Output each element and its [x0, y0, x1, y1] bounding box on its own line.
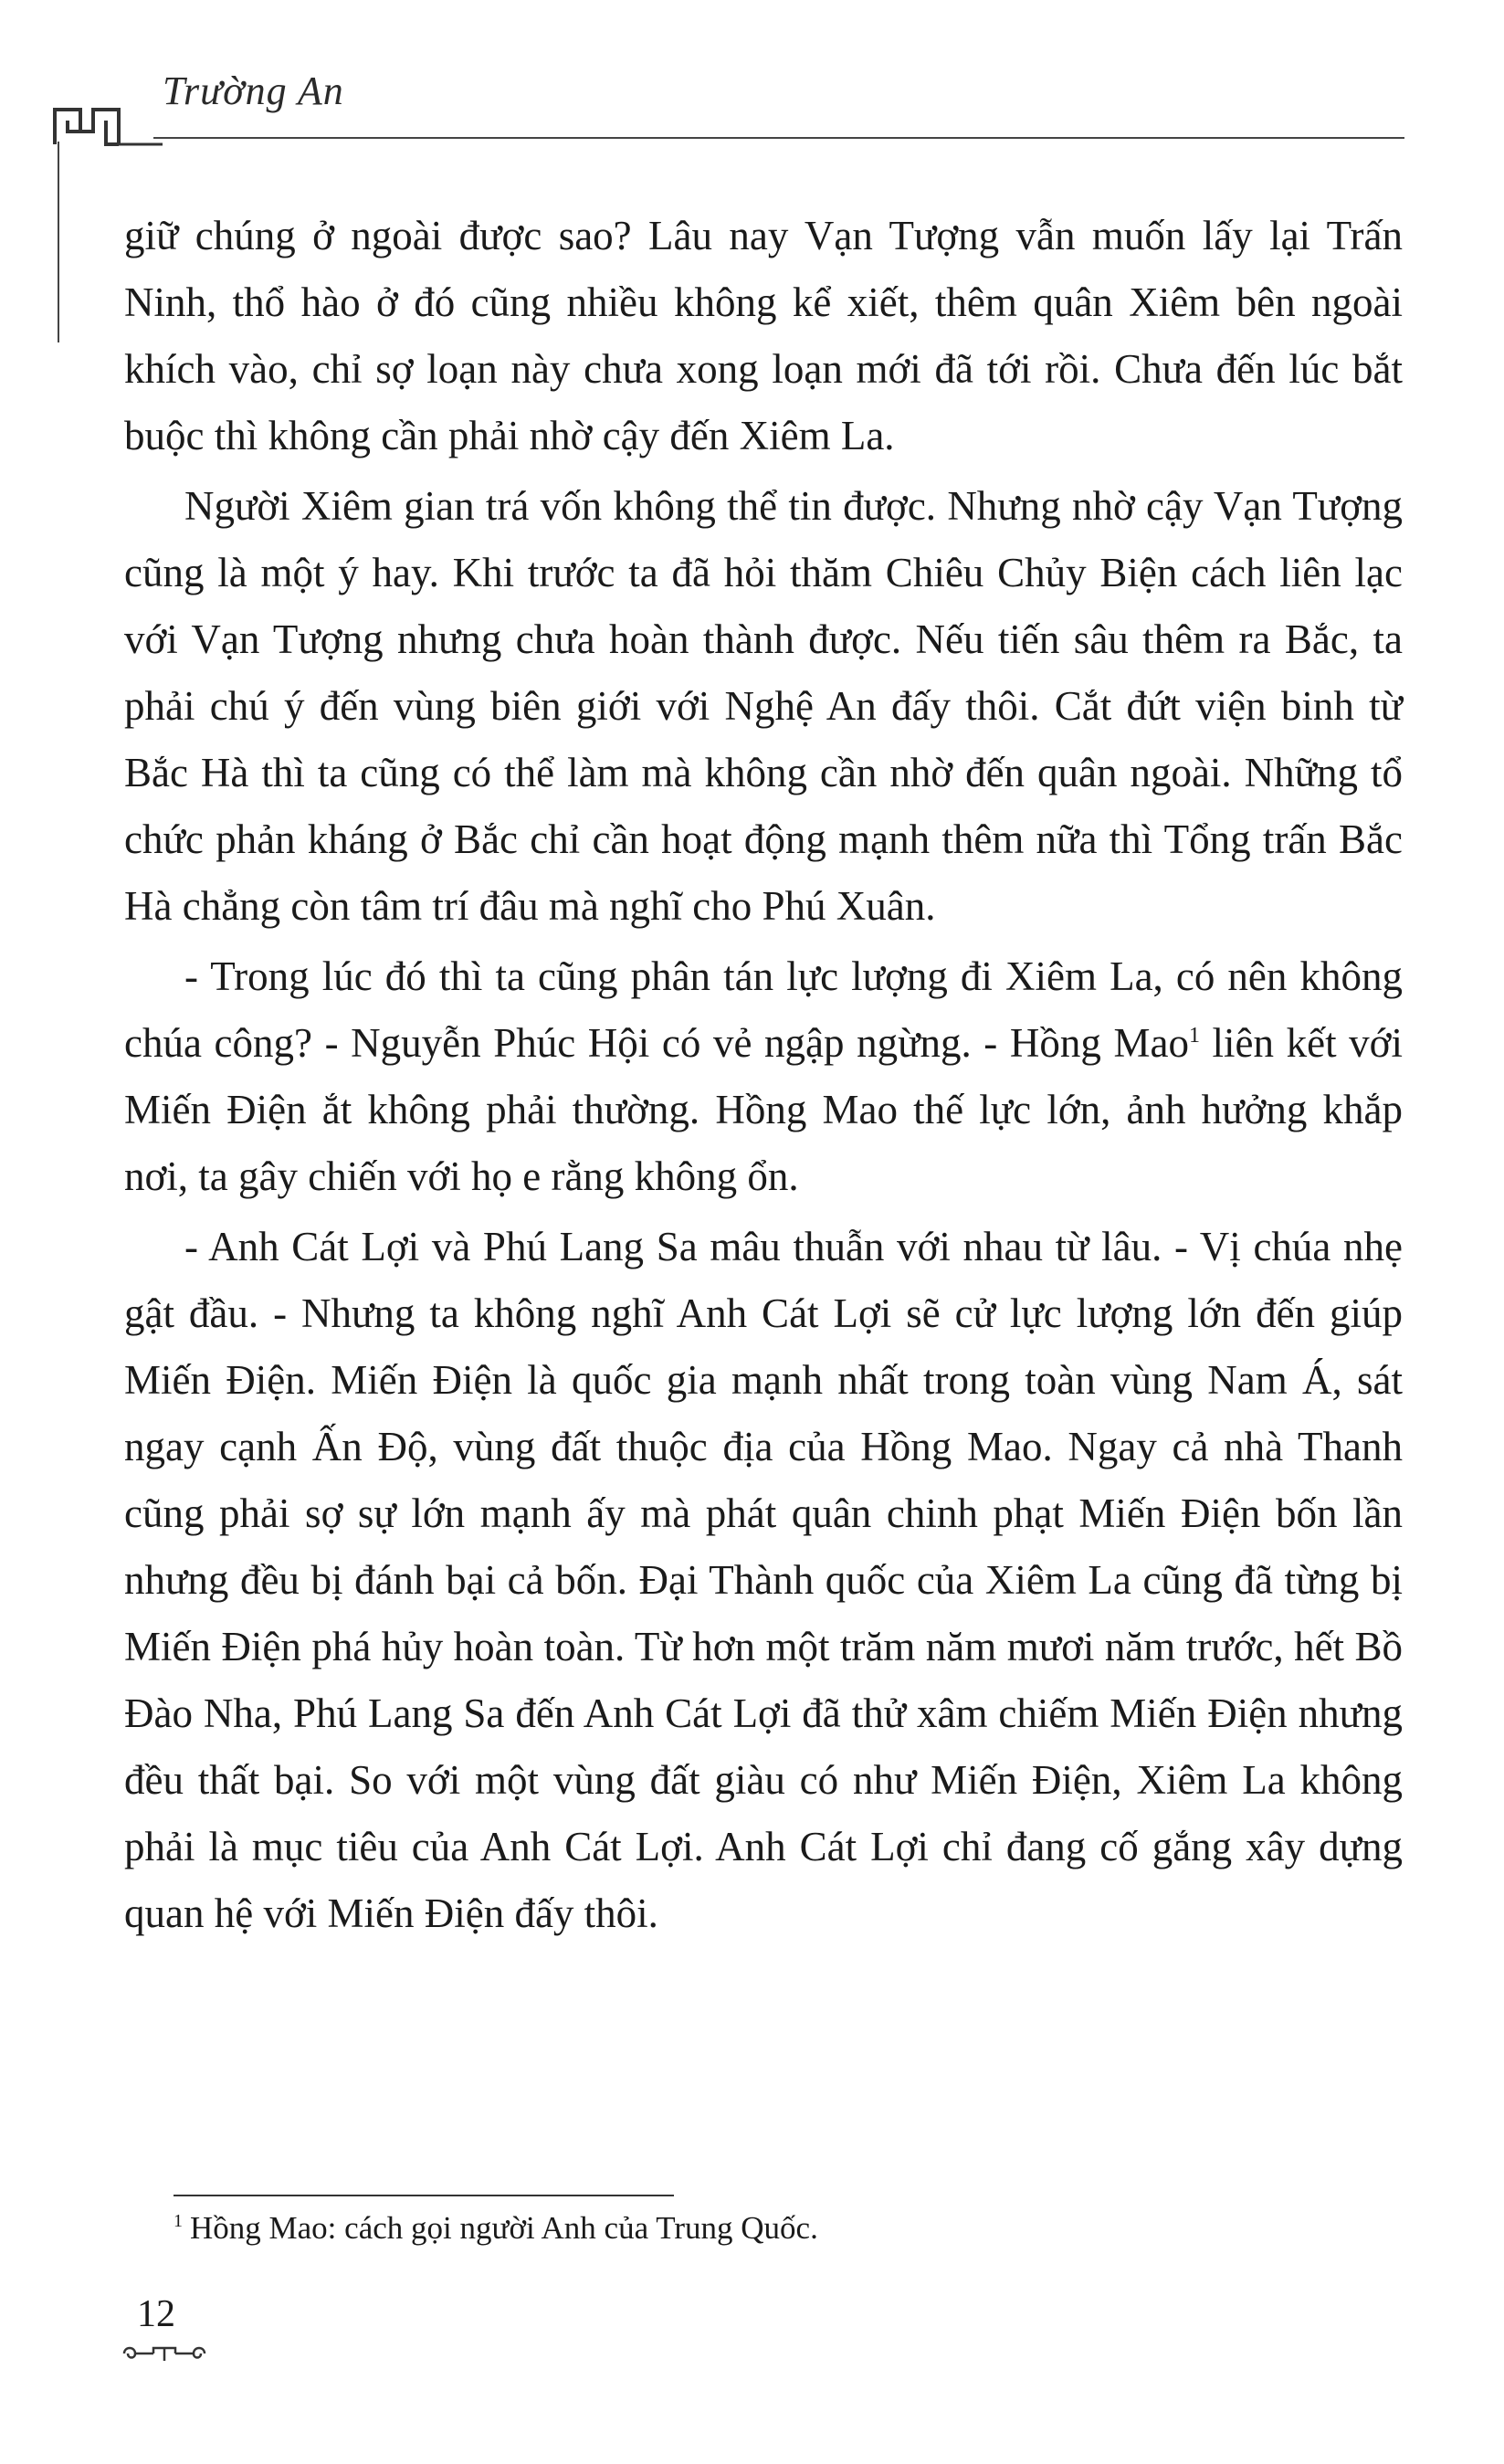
paragraph: Người Xiêm gian trá vốn không thể tin được. Nhưng nhờ cậy Vạn Tượng cũng là một ý hay. Khi trước ta đã hỏi thăm Chiêu Chủy Biện cách liên lạc với Vạn Tượng nhưng chưa hoàn thành được. Nếu tiến sâu thêm ra Bắc, ta phải chú ý đến vùng biên giới với Nghệ An đấy thôi. Cắt đứt viện binh từ Bắc Hà thì ta cũng có thể làm mà không cần nhờ đến quân ngoài. Những tổ chức phản kháng ở Bắc chỉ cần hoạt động mạnh thêm nữa thì Tổng trấn Bắc Hà chẳng còn tâm trí đâu mà nghĩ cho Phú Xuân. [124, 483, 1403, 929]
body-text [124, 203, 1403, 1947]
footnote-number: 1 [174, 2211, 183, 2232]
scroll-ornament-icon [119, 2343, 210, 2364]
side-rule [58, 142, 59, 342]
header-rule [153, 137, 1404, 139]
page-number: 12 [137, 2293, 175, 2335]
footnote-rule [174, 2195, 674, 2196]
book-title: Trường An [163, 68, 344, 113]
paragraph: giữ chúng ở ngoài được sao? Lâu nay Vạn Tượng vẫn muốn lấy lại Trấn Ninh, thổ hào ở đó cũng nhiều không kể xiết, thêm quân Xiêm bên ngoài khích vào, chỉ sợ loạn này chưa xong loạn mới đã tới rồi. Chưa đến lúc bắt buộc thì không cần phải nhờ cậy đến Xiêm La. [124, 213, 1403, 458]
paragraph: - Anh Cát Lợi và Phú Lang Sa mâu thuẫn với nhau từ lâu. - Vị chúa nhẹ gật đầu. - Nhưng ta không nghĩ Anh Cát Lợi sẽ cử lực lượng lớn đến giúp Miến Điện. Miến Điện là quốc gia mạnh nhất trong toàn vùng Nam Á, sát ngay cạnh Ấn Độ, vùng đất thuộc địa của Hồng Mao. Ngay cả nhà Thanh cũng phải sợ sự lớn mạnh ấy mà phát quân chinh phạt Miến Điện bốn lần nhưng đều bị đánh bại cả bốn. Đại Thành quốc của Xiêm La cũng đã từng bị Miến Điện phá hủy hoàn toàn. Từ hơn một trăm năm mươi năm trước, hết Bồ Đào Nha, Phú Lang Sa đến Anh Cát Lợi đã thử xâm chiếm Miến Điện nhưng đều thất bại. So với một vùng đất giàu có như Miến Điện, Xiêm La không phải là mục tiêu của Anh Cát Lợi. Anh Cát Lợi chỉ đang cố gắng xây dựng quan hệ với Miến Điện đấy thôi. [124, 1224, 1403, 1936]
footnote [174, 2208, 818, 2248]
footnote-text: Hồng Mao: cách gọi người Anh của Trung Quốc. [190, 2210, 818, 2246]
paragraph-with-footnote [124, 943, 1403, 1210]
paragraph-part: - Trong lúc đó thì ta cũng phân tán lực lượng đi Xiêm La, có nên không chúa công? - Nguyễn Phúc Hội có vẻ ngập ngừng. - Hồng Mao [124, 953, 1403, 1066]
greek-key-ornament-icon [53, 91, 163, 146]
footnote-reference[interactable]: 1 [1188, 1024, 1200, 1048]
paragraph-part: liên kết với Miến Điện ắt không phải thường. Hồng Mao thế lực lớn, ảnh hưởng khắp nơi, ta gây chiến với họ e rằng không ổn. [124, 1020, 1403, 1199]
running-header [53, 64, 1404, 146]
